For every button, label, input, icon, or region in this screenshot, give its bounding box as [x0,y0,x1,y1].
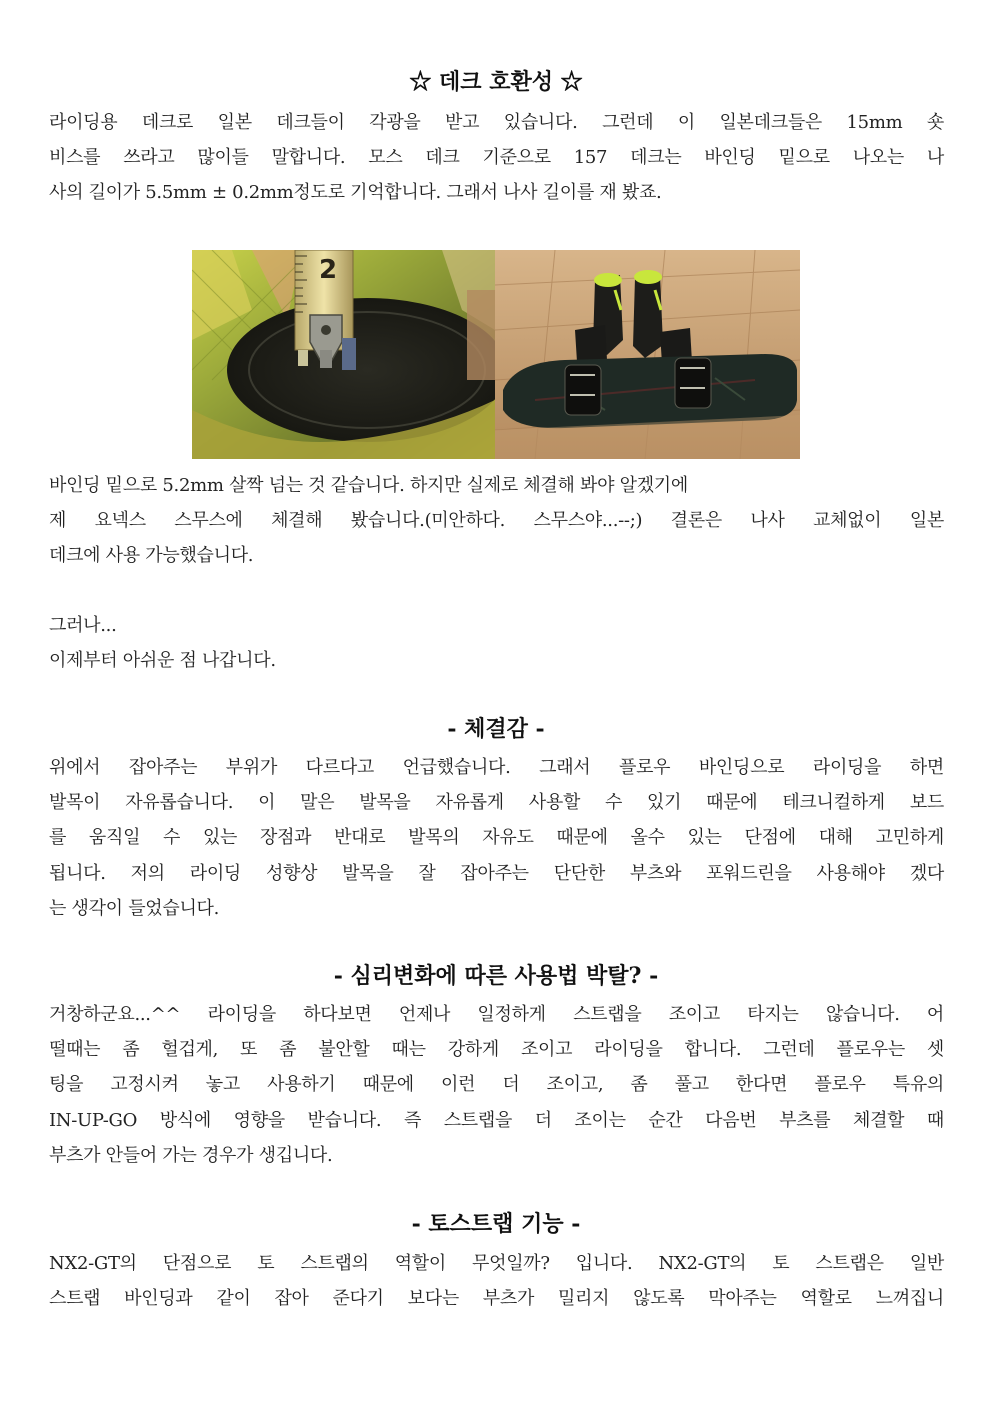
screw-measure-photo [192,250,495,459]
text-line: 데크에 사용 가능했습니다. [49,545,254,567]
text-line: 제 요넥스 스무스에 체결해 봤습니다.(미안하다. 스무스야...--;) 결론은 나사 교체없이 일본 [49,510,944,532]
text-line: 발목이 자유롭습니다. 이 말은 발목을 자유롭게 사용할 수 있기 때문에 테크니컬하게 보드 [49,792,944,814]
section-heading-toe-strap: - 토스트랩 기능 - [411,1211,581,1237]
text-line: 사의 길이가 5.5mm ± 0.2mm정도로 기억합니다. 그래서 나사 길이를 재 봤죠. [49,182,662,204]
section-heading-fit: - 체결감 - [447,716,545,742]
text-line: 됩니다. 저의 라이딩 성향상 발목을 잘 잡아주는 단단한 부츠와 포워드린을 사용해야 겠다 [49,862,944,884]
text-line: 는 생각이 들었습니다. [49,897,220,919]
text-line: 이제부터 아쉬운 점 나갑니다. [49,650,276,672]
text-line: 부츠가 안들어 가는 경우가 생깁니다. [49,1144,333,1166]
screw-measure-image [192,250,495,459]
paragraph-fit [49,750,944,926]
text-line: 위에서 잡아주는 부위가 다르다고 언급했습니다. 그래서 플로우 바인딩으로 라이딩을 하면 [49,757,944,778]
text-line: IN-UP-GO 방식에 영향을 받습니다. 즉 스트랩을 더 조이는 순간 다음번 부츠를 체결할 때 [49,1109,944,1131]
photo-row [192,250,800,459]
text-line: 바인딩 밑으로 5.2mm 살짝 넘는 것 같습니다. 하지만 실제로 체결해 봐야 알겠기에 [49,475,688,496]
ruler-digit: 2 [318,255,338,285]
snowboard-image [495,250,800,459]
paragraph-however [49,608,944,678]
section-heading-mind: - 심리변화에 따른 사용법 박탈? - [333,963,659,989]
text-line: 스트랩 바인딩과 같이 잡아 준다기 보다는 부츠가 밀리지 않도록 막아주는 역할로 느껴집니 [49,1288,944,1310]
text-line: 거창하군요...^^ 라이딩을 하다보면 언제나 일정하게 스트랩을 조이고 타지는 않습니다. 어 [49,1004,944,1025]
paragraph-toe-strap [49,1246,944,1316]
text-line: 그러나... [49,615,117,636]
text-line: 떨때는 좀 헐겁게, 또 좀 불안할 때는 강하게 조이고 라이딩을 합니다. 그런데 플로우는 셋 [49,1039,944,1061]
text-line: 팅을 고정시켜 놓고 사용하기 때문에 이런 더 조이고, 좀 풀고 한다면 플로우 특유의 [49,1074,944,1096]
text-line: 라이딩용 데크로 일본 데크들이 각광을 받고 있습니다. 그런데 이 일본데크들은 15mm 숏 [49,112,944,133]
paragraph-after-photos [49,468,944,574]
paragraph-deck [49,105,944,211]
text-line: 비스를 쓰라고 많이들 말합니다. 모스 데크 기준으로 157 데크는 바인딩 밑으로 나오는 나 [49,147,944,169]
snowboard-photo [495,250,800,459]
paragraph-mind [49,997,944,1173]
text-line: 를 움직일 수 있는 장점과 반대로 발목의 자유도 때문에 올수 있는 단점에 대해 고민하게 [49,827,944,849]
text-line: NX2-GT의 단점으로 토 스트랩의 역할이 무엇일까? 입니다. NX2-GT의 토 스트랩은 일반 [49,1253,944,1274]
section-heading-deck: ☆ 데크 호환성 ☆ [409,69,583,95]
